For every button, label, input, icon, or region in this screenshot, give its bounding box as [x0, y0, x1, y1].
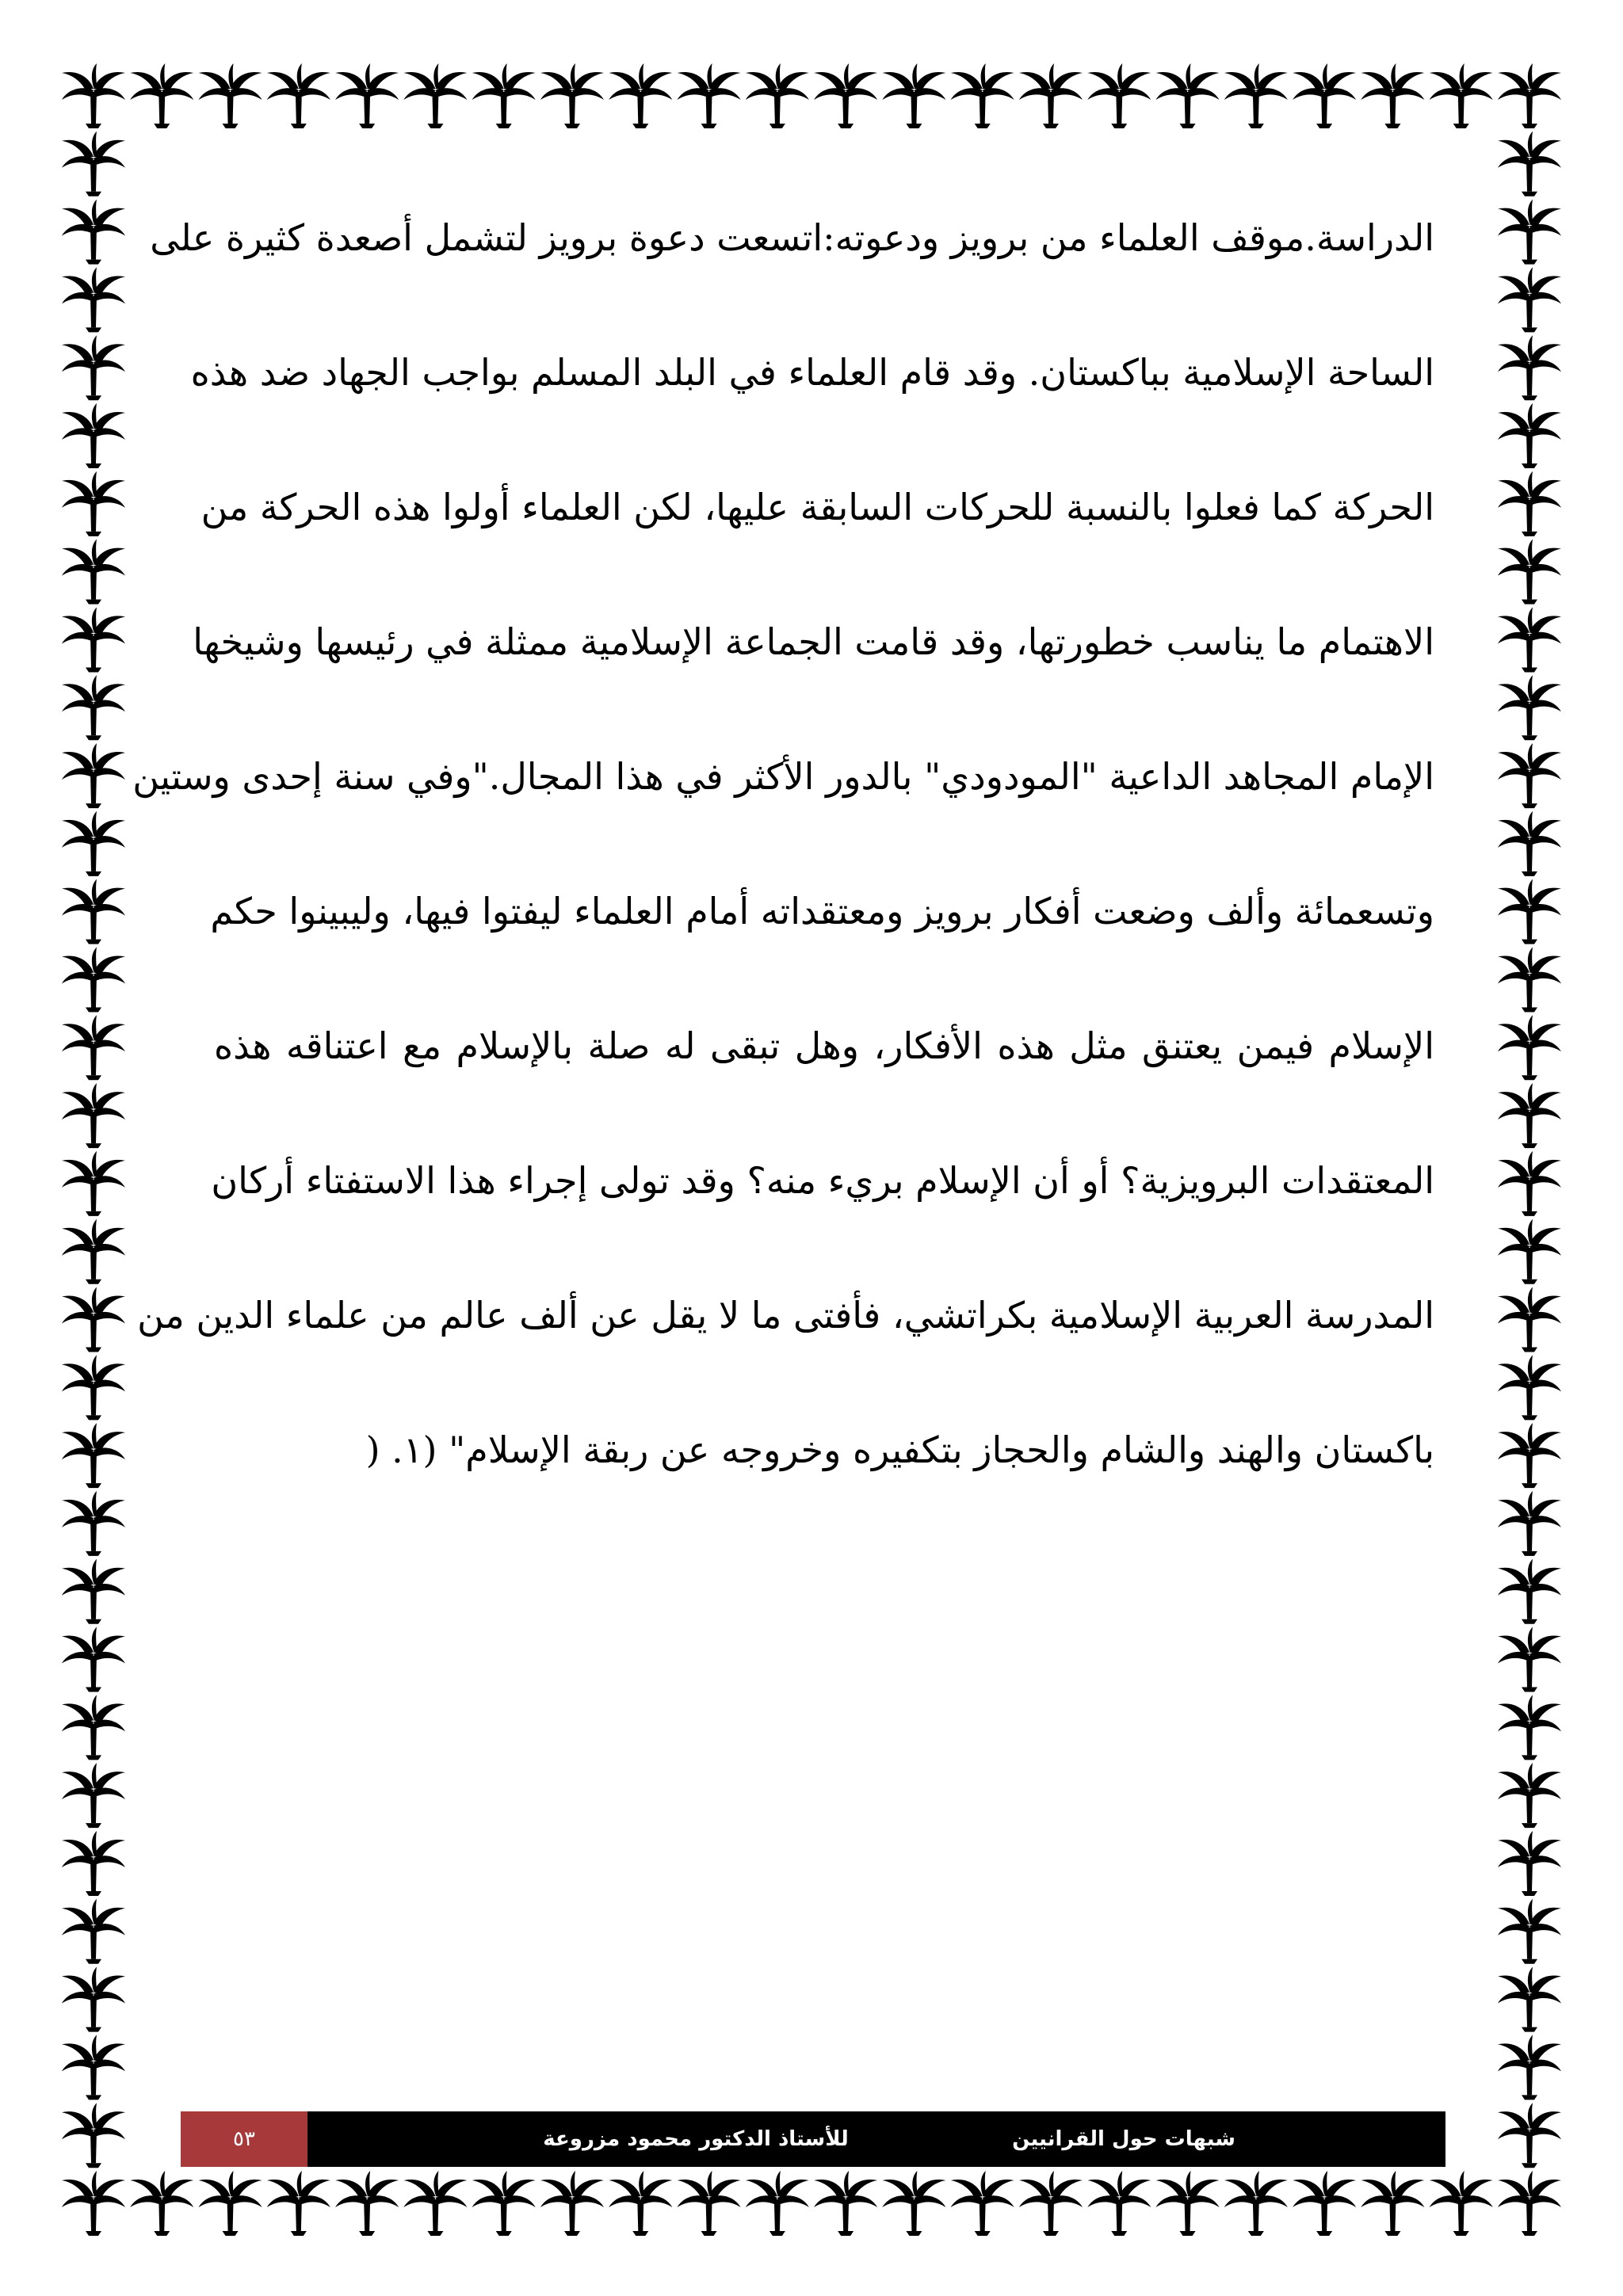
- palm-tree-icon: [62, 947, 125, 1012]
- palm-tree-icon: [882, 63, 945, 128]
- palm-tree-icon: [62, 335, 125, 400]
- palm-tree-icon: [62, 675, 125, 740]
- palm-tree-icon: [746, 63, 809, 128]
- footer-book-title: شبهات حول القرانيين: [1012, 2127, 1235, 2151]
- text-line: باكستان والهند والشام والحجاز بتكفيره وخروجه عن ربقة الإسلام" (١. (: [365, 1428, 1434, 1471]
- palm-tree-icon: [1498, 1627, 1561, 1692]
- palm-tree-icon: [1498, 2035, 1561, 2100]
- palm-tree-icon: [335, 63, 399, 128]
- palm-tree-icon: [540, 2171, 604, 2236]
- palm-tree-icon: [1498, 1355, 1561, 1420]
- text-line: الاهتمام ما يناسب خطورتها، وقد قامت الجماعة الإسلامية ممثلة في رئيسها وشيخها: [193, 620, 1434, 663]
- palm-tree-icon: [1087, 63, 1151, 128]
- text-line: الدراسة.موقف العلماء من برويز ودعوته:اتسعت دعوة برويز لتشمل أصعدة كثيرة على: [150, 216, 1434, 259]
- palm-tree-icon: [1498, 1083, 1561, 1148]
- palm-tree-icon: [62, 743, 125, 808]
- palm-tree-icon: [62, 540, 125, 605]
- palm-tree-icon: [267, 63, 330, 128]
- palm-tree-icon: [62, 2035, 125, 2100]
- palm-tree-icon: [814, 63, 877, 128]
- palm-tree-icon: [1430, 2171, 1493, 2236]
- palm-tree-icon: [1498, 1423, 1561, 1488]
- text-line: المدرسة العربية الإسلامية بكراتشي، فأفتى ما لا يقل عن ألف عالم من علماء الدين من: [137, 1294, 1434, 1337]
- palm-tree-icon: [609, 63, 672, 128]
- palm-tree-icon: [62, 471, 125, 536]
- palm-tree-icon: [62, 403, 125, 468]
- palm-tree-icon: [62, 1219, 125, 1284]
- palm-tree-icon: [540, 63, 604, 128]
- text-line: الحركة كما فعلوا بالنسبة للحركات السابقة عليها، لكن العلماء أولوا هذه الحركة من: [200, 486, 1434, 528]
- footer-author: للأستاذ الدكتور محمود مزروعة: [543, 2127, 849, 2151]
- palm-tree-icon: [1156, 2171, 1220, 2236]
- palm-tree-icon: [1156, 63, 1220, 128]
- palm-tree-icon: [62, 63, 125, 128]
- palm-tree-icon: [1498, 1967, 1561, 2032]
- palm-tree-icon: [62, 607, 125, 672]
- palm-tree-icon: [62, 1627, 125, 1692]
- palm-tree-icon: [1498, 471, 1561, 536]
- palm-tree-icon: [1019, 63, 1083, 128]
- page-number: ٥٣: [181, 2111, 307, 2167]
- palm-tree-icon: [1498, 132, 1561, 196]
- palm-tree-icon: [62, 1423, 125, 1488]
- palm-tree-icon: [951, 63, 1014, 128]
- palm-tree-icon: [62, 200, 125, 265]
- palm-tree-icon: [1498, 540, 1561, 605]
- palm-tree-icon: [62, 1831, 125, 1896]
- palm-tree-icon: [678, 2171, 741, 2236]
- text-line: الساحة الإسلامية بباكستان. وقد قام العلماء في البلد المسلم بواجب الجهاد ضد هذه: [190, 351, 1434, 394]
- palm-tree-icon: [1498, 1491, 1561, 1556]
- palm-tree-icon: [403, 2171, 467, 2236]
- body-text: [132, 202, 1434, 1549]
- palm-tree-icon: [62, 1559, 125, 1624]
- palm-tree-icon: [1498, 1287, 1561, 1352]
- palm-tree-icon: [62, 1491, 125, 1556]
- palm-tree-icon: [1498, 1559, 1561, 1624]
- palm-tree-icon: [62, 267, 125, 332]
- palm-tree-icon: [1498, 947, 1561, 1012]
- palm-tree-icon: [62, 1015, 125, 1080]
- palm-tree-icon: [1498, 1831, 1561, 1896]
- palm-tree-icon: [267, 2171, 330, 2236]
- palm-tree-icon: [1019, 2171, 1083, 2236]
- palm-tree-icon: [62, 811, 125, 876]
- palm-tree-icon: [62, 1151, 125, 1216]
- palm-tree-icon: [1498, 1763, 1561, 1828]
- palm-tree-icon: [62, 879, 125, 944]
- palm-tree-icon: [403, 63, 467, 128]
- palm-tree-icon: [1498, 879, 1561, 944]
- palm-tree-icon: [62, 1967, 125, 2032]
- text-line: الإسلام فيمن يعتنق مثل هذه الأفكار، وهل تبقى له صلة بالإسلام مع اعتناقه هذه: [214, 1024, 1434, 1067]
- palm-tree-icon: [1498, 2103, 1561, 2168]
- palm-tree-icon: [882, 2171, 945, 2236]
- palm-tree-icon: [62, 132, 125, 196]
- palm-tree-icon: [62, 1695, 125, 1760]
- palm-tree-icon: [1224, 63, 1288, 128]
- palm-tree-icon: [1224, 2171, 1288, 2236]
- palm-tree-icon: [1498, 1899, 1561, 1964]
- palm-tree-icon: [62, 1083, 125, 1148]
- palm-tree-icon: [1430, 63, 1493, 128]
- text-line: وتسعمائة وألف وضعت أفكار برويز ومعتقداته أمام العلماء ليفتوا فيها، وليبينوا حكم: [210, 890, 1434, 933]
- palm-tree-icon: [1498, 2171, 1561, 2236]
- palm-tree-icon: [1293, 63, 1356, 128]
- palm-tree-icon: [1293, 2171, 1356, 2236]
- palm-tree-icon: [1498, 1015, 1561, 1080]
- palm-tree-icon: [678, 63, 741, 128]
- palm-tree-icon: [1498, 1219, 1561, 1284]
- palm-tree-icon: [1498, 1151, 1561, 1216]
- palm-tree-icon: [1498, 607, 1561, 672]
- palm-tree-icon: [62, 1899, 125, 1964]
- palm-tree-icon: [130, 2171, 193, 2236]
- palm-tree-icon: [472, 63, 536, 128]
- palm-tree-icon: [1498, 811, 1561, 876]
- palm-tree-icon: [1498, 403, 1561, 468]
- palm-tree-icon: [1498, 675, 1561, 740]
- palm-tree-icon: [472, 2171, 536, 2236]
- palm-tree-icon: [1498, 743, 1561, 808]
- palm-tree-icon: [62, 1287, 125, 1352]
- palm-tree-icon: [62, 1355, 125, 1420]
- palm-tree-icon: [1361, 63, 1424, 128]
- palm-tree-icon: [1498, 1695, 1561, 1760]
- palm-tree-icon: [130, 63, 193, 128]
- text-line: المعتقدات البرويزية؟ أو أن الإسلام بريء منه؟ وقد تولى إجراء هذا الاستفتاء أركان: [211, 1159, 1434, 1202]
- palm-tree-icon: [746, 2171, 809, 2236]
- palm-tree-icon: [1498, 63, 1561, 128]
- palm-tree-icon: [814, 2171, 877, 2236]
- palm-tree-icon: [335, 2171, 399, 2236]
- page-footer: [181, 2111, 1445, 2167]
- palm-tree-icon: [609, 2171, 672, 2236]
- palm-tree-icon: [62, 2171, 125, 2236]
- palm-tree-icon: [1087, 2171, 1151, 2236]
- palm-tree-icon: [62, 2103, 125, 2168]
- palm-tree-icon: [199, 63, 262, 128]
- palm-tree-icon: [1498, 267, 1561, 332]
- palm-tree-icon: [1498, 335, 1561, 400]
- palm-tree-icon: [199, 2171, 262, 2236]
- palm-tree-icon: [1361, 2171, 1424, 2236]
- palm-tree-icon: [1498, 200, 1561, 265]
- text-line: الإمام المجاهد الداعية "المودودي" بالدور الأكثر في هذا المجال."وفي سنة إحدى وستين: [132, 755, 1434, 798]
- palm-tree-icon: [951, 2171, 1014, 2236]
- palm-tree-icon: [62, 1763, 125, 1828]
